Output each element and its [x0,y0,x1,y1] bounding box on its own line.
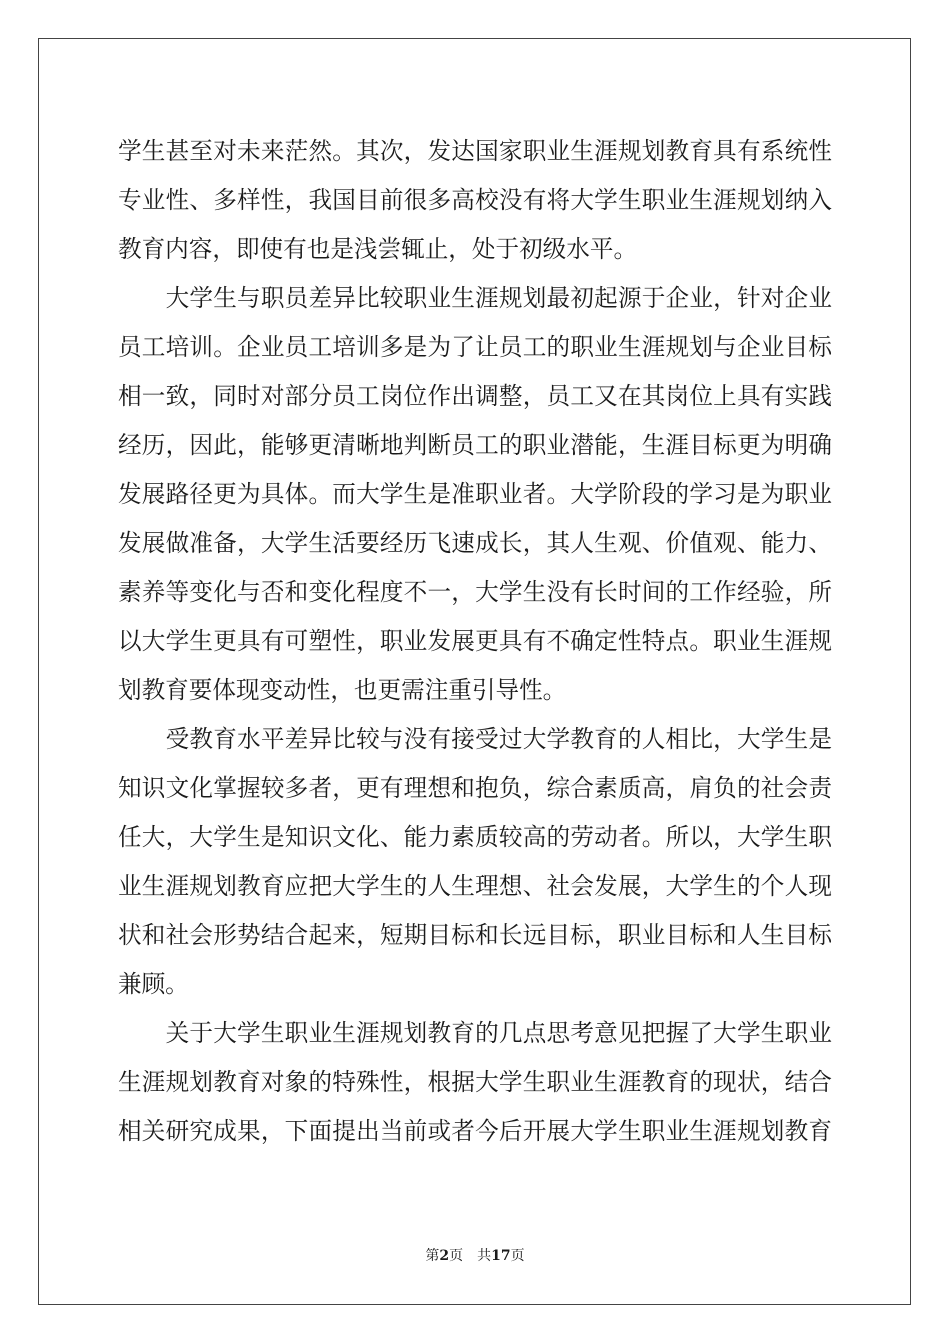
text-line: 划教育要体现变动性，也更需注重引导性。 [118,676,567,704]
text-line: 学生甚至对未来茫然。其次，发达国家职业生涯规划教育具有系统性 [118,137,832,165]
page-number: 2 [439,1248,450,1264]
text-line: 业生涯规划教育应把大学生的人生理想、社会发展，大学生的个人现 [118,872,832,900]
text-line: 专业性、多样性，我国目前很多高校没有将大学生职业生涯规划纳入 [118,186,832,214]
text-line: 发展做准备，大学生活要经历飞速成长，其人生观、价值观、能力、 [118,529,832,557]
text-line: 经历，因此，能够更清晰地判断员工的职业潜能，生涯目标更为明确 [118,431,832,459]
page-suffix: 页 [449,1248,464,1264]
text-line: 知识文化掌握较多者，更有理想和抱负，综合素质高，肩负的社会责 [118,774,832,802]
page-prefix: 第 [425,1248,440,1264]
text-line: 关于大学生职业生涯规划教育的几点思考意见把握了大学生职业 [118,1019,832,1047]
text-line: 任大，大学生是知识文化、能力素质较高的劳动者。所以，大学生职 [118,823,832,851]
text-line: 素养等变化与否和变化程度不一，大学生没有长时间的工作经验，所 [118,578,832,606]
text-line: 员工培训。企业员工培训多是为了让员工的职业生涯规划与企业目标 [118,333,832,361]
total-suffix: 页 [510,1248,525,1264]
text-line: 相关研究成果，下面提出当前或者今后开展大学生职业生涯规划教育 [118,1117,832,1145]
text-line: 发展路径更为具体。而大学生是准职业者。大学阶段的学习是为职业 [118,480,832,508]
total-prefix: 共 [477,1248,492,1264]
text-line: 生涯规划教育对象的特殊性，根据大学生职业生涯教育的现状，结合 [118,1068,832,1096]
text-line: 兼顾。 [118,970,189,998]
page-footer [0,1247,950,1265]
text-line: 以大学生更具有可塑性，职业发展更具有不确定性特点。职业生涯规 [118,627,832,655]
text-line: 大学生与职员差异比较职业生涯规划最初起源于企业，针对企业 [118,284,832,312]
text-line: 相一致，同时对部分员工岗位作出调整，员工又在其岗位上具有实践 [118,382,832,410]
text-line: 教育内容，即使有也是浅尝辄止，处于初级水平。 [118,235,638,263]
text-line: 状和社会形势结合起来，短期目标和长远目标，职业目标和人生目标 [118,921,832,949]
total-pages: 17 [491,1248,511,1264]
text-line: 受教育水平差异比较与没有接受过大学教育的人相比，大学生是 [118,725,832,753]
